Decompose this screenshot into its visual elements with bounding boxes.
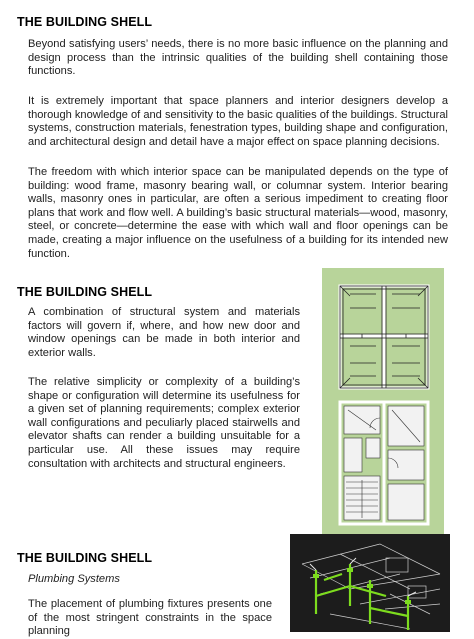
section-3-heading: THE BUILDING SHELL [17, 551, 153, 565]
plumbing-systems-subheading: Plumbing Systems [28, 573, 120, 585]
section-2-heading: THE BUILDING SHELL [17, 285, 153, 299]
section-1-heading: THE BUILDING SHELL [17, 15, 153, 29]
section-1-paragraph-2: It is extremely important that space planners and interior designers develop a thorough knowledge of and sensitivity to the basic qualities of the buildings. Structural systems, construction materials, fenestration types, building shape and configuration, and architectural design and detail have a major effect on space planning decisions. [28, 95, 448, 148]
section-2-paragraph-2: The relative simplicity or complexity of a building’s shape or configuration will determine its usefulness for a given set of planning requirements; complex exterior wall configurations and peculiarly placed stairwells and elevator shafts can render a building unsuitable for a particular use. All these issues may require consultation with architects and structural engineers. [28, 376, 300, 470]
plumbing-cad-figure [290, 534, 450, 632]
section-2-paragraph-1: A combination of structural system and materials factors will govern if, where, and how new door and window openings can be made in both interior and exterior walls. [28, 306, 300, 359]
section-1-paragraph-1: Beyond satisfying users’ needs, there is no more basic influence on the planning and design process than the intrinsic qualities of the building shell containing those functions. [28, 38, 448, 78]
section-1-paragraph-3: The freedom with which interior space can be manipulated depends on the type of building: wood frame, masonry bearing wall, or columnar system. Interior bearing walls, masonry ones in particular, are often a serious impediment to creating floor plans that work and flow well. A building’s basic structural materials—wood, masonry, steel, or concrete—determine the ease with which wall and floor openings can be made, creating a major influence on the usefulness of a building for its intended new function. [28, 166, 448, 260]
building-structure-figure [322, 268, 444, 538]
section-3-paragraph: The placement of plumbing fixtures presents one of the most stringent constraints in the space planning [28, 598, 272, 638]
